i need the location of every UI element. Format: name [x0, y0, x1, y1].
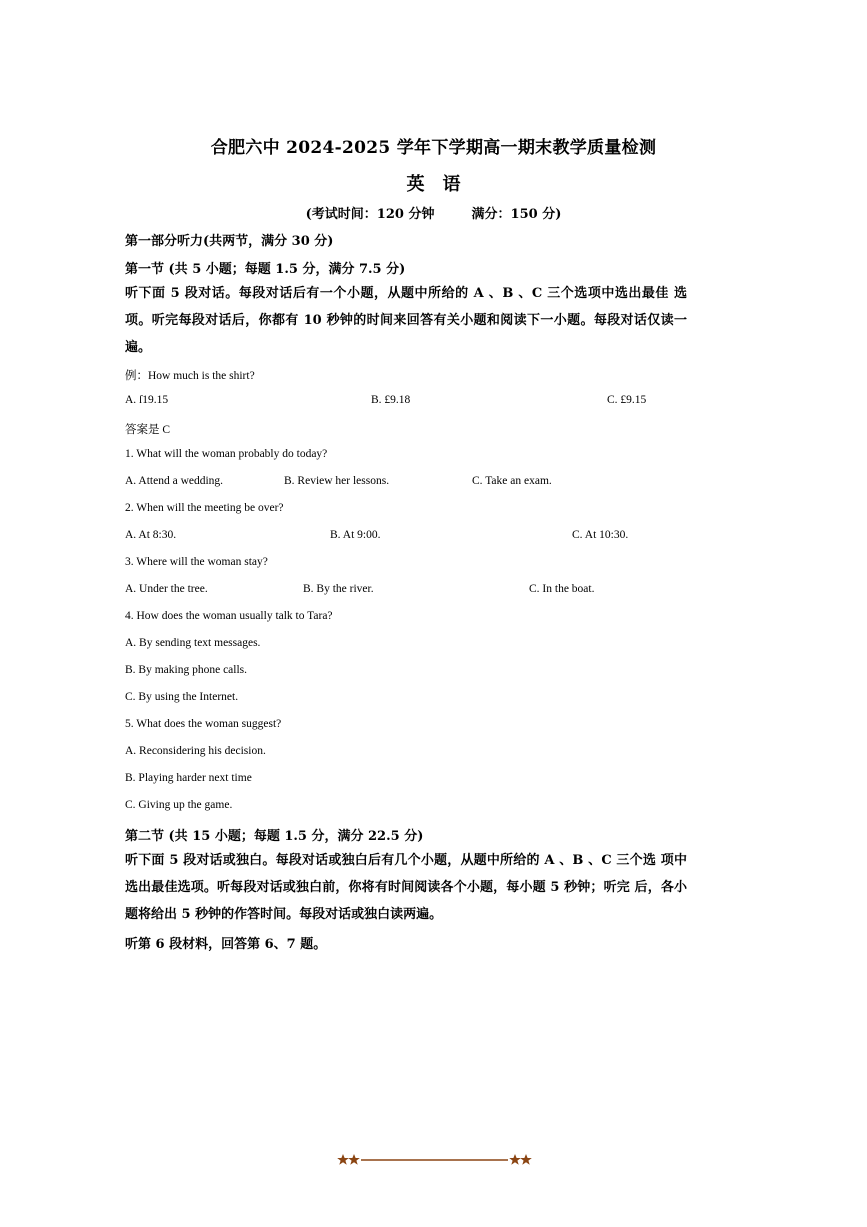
subject-title: 英 语 — [406, 174, 461, 195]
question-3: 3. Where will the woman stay? — [125, 556, 268, 568]
section2-material: 听第 6 段材料，回答第 6、7 题。 — [125, 937, 327, 952]
full-score: 满分：150 分) — [471, 207, 562, 222]
star-icon — [520, 1154, 532, 1165]
q5-option-a: A. Reconsidering his decision. — [125, 745, 266, 757]
section1-heading: 第一节 (共 5 小题；每题 1.5 分，满分 7.5 分) — [125, 262, 406, 277]
exam-info — [0, 203, 867, 222]
footer-ornament — [337, 1152, 532, 1168]
q3-option-a: A. Under the tree. — [125, 583, 208, 595]
q4-option-b: B. By making phone calls. — [125, 664, 248, 676]
q2-option-b: B. At 9:00. — [330, 529, 381, 541]
q4-option-c: C. By using the Internet. — [125, 691, 239, 703]
q2-option-a: A. At 8:30. — [125, 529, 177, 541]
section2-instructions: 听下面 5 段对话或独白。每段对话或独白后有几个小题，从题中所给的 A 、B 、C 三个选 项中选出最佳选项。听每段对话或独白前，你将有时间阅读各个小题，每小题 5 秒钟；听完 后，各小题将给出 5 秒钟的作答时间。每段对话或独白读两遍。 — [125, 853, 687, 922]
q5-option-b: B. Playing harder next time — [125, 772, 252, 784]
example-question: 例：How much is the shirt? — [125, 370, 255, 382]
q4-option-a: A. By sending text messages. — [125, 637, 261, 649]
q5-option-c: C. Giving up the game. — [125, 799, 233, 811]
star-icon — [509, 1154, 521, 1165]
example-answer: 答案是 C — [125, 424, 171, 436]
star-icon — [337, 1154, 349, 1165]
q1-option-a: A. Attend a wedding. — [125, 475, 224, 487]
q3-option-c: C. In the boat. — [529, 583, 595, 595]
question-1: 1. What will the woman probably do today? — [125, 448, 328, 460]
exam-title: 合肥六中 2024-2025 学年下学期高一期末教学质量检测 — [210, 138, 657, 158]
exam-time: (考试时间：120 分钟 — [305, 207, 435, 222]
star-icon — [348, 1154, 360, 1165]
example-option-c: C. £9.15 — [607, 394, 647, 406]
question-5: 5. What does the woman suggest? — [125, 718, 282, 730]
q1-option-b: B. Review her lessons. — [284, 475, 390, 487]
section1-instructions: 听下面 5 段对话。每段对话后有一个小题，从题中所给的 A 、B 、C 三个选项中选出最佳 选项。听完每段对话后，你都有 10 秒钟的时间来回答有关小题和阅读下一小题。每段对话仅读一遍。 — [125, 286, 687, 355]
question-2: 2. When will the meeting be over? — [125, 502, 284, 514]
q2-option-c: C. At 10:30. — [572, 529, 629, 541]
section2-heading: 第二节 (共 15 小题；每题 1.5 分，满分 22.5 分) — [125, 829, 424, 844]
example-option-a: A. ſ19.15 — [125, 394, 169, 406]
part1-heading: 第一部分听力(共两节，满分 30 分) — [125, 234, 334, 249]
q3-option-b: B. By the river. — [303, 583, 374, 595]
example-option-b: B. £9.18 — [371, 394, 411, 406]
q1-option-c: C. Take an exam. — [472, 475, 552, 487]
question-4: 4. How does the woman usually talk to Tara? — [125, 610, 333, 622]
